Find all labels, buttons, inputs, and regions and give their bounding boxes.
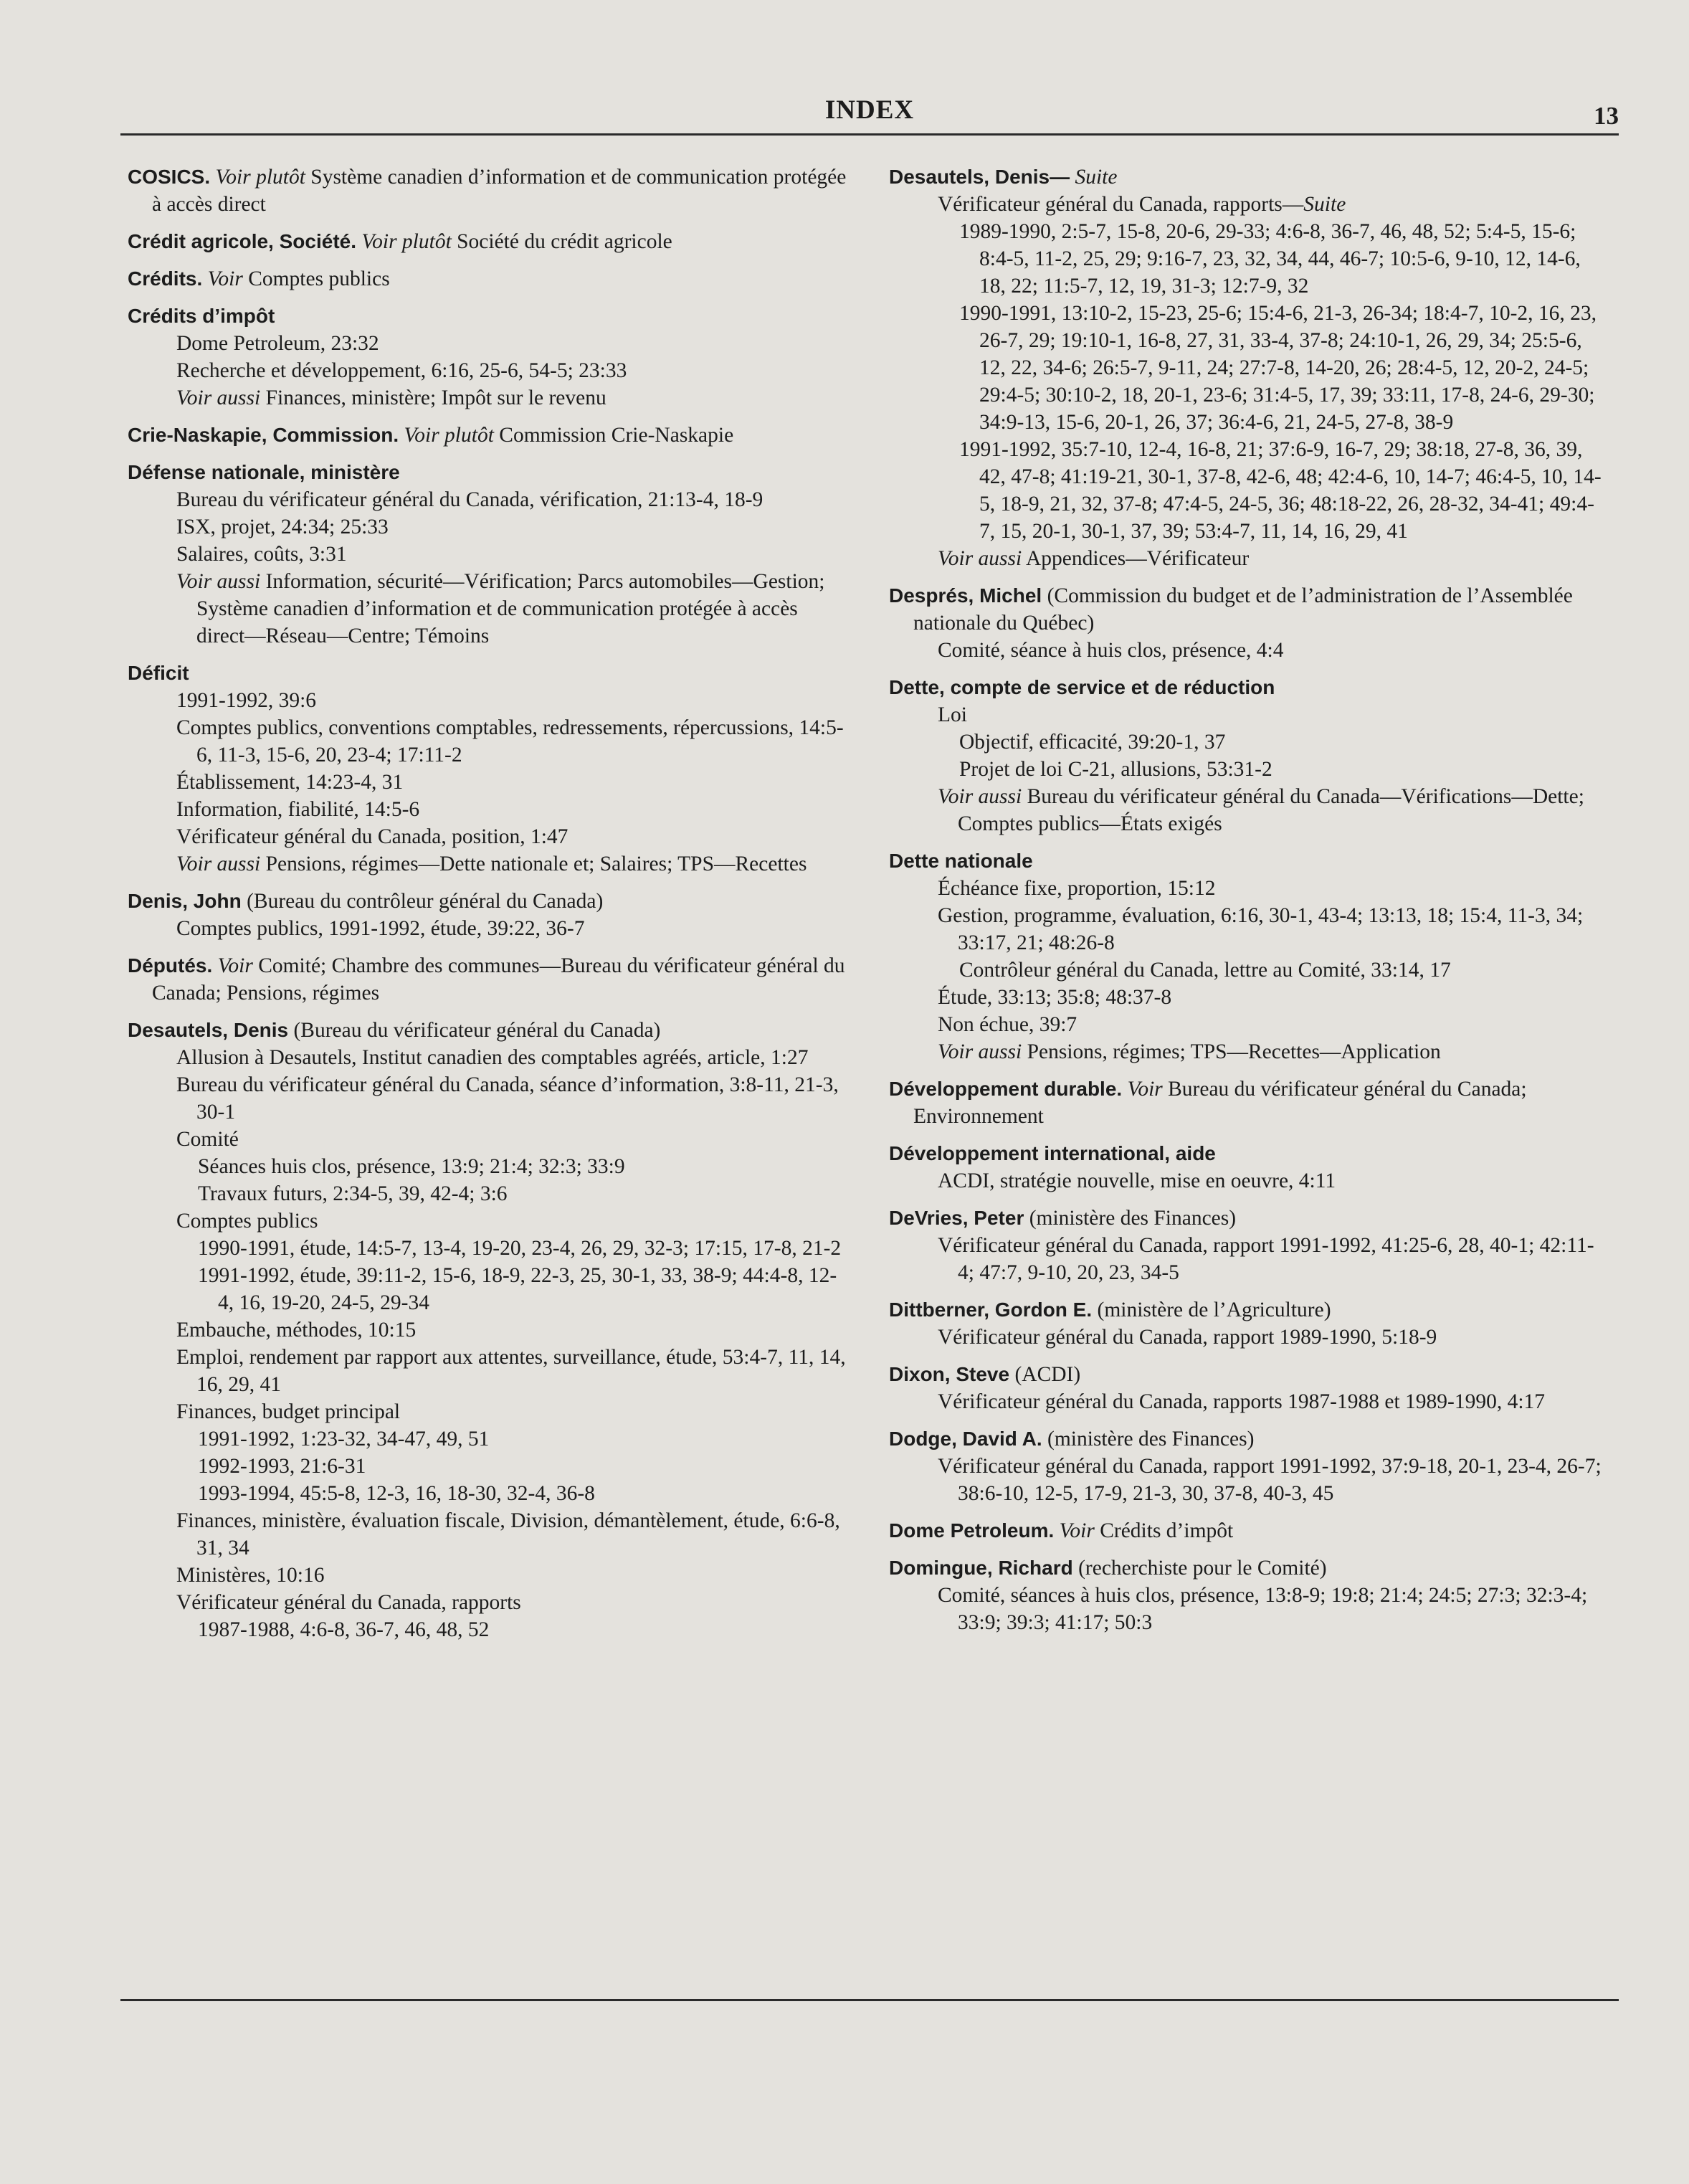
entry-headword: Dixon, Steve xyxy=(889,1363,1010,1385)
subentry xyxy=(913,1167,1609,1195)
subentry xyxy=(152,1589,848,1616)
continued-label: Suite xyxy=(1303,193,1346,216)
entry-detail: (Bureau du contrôleur général du Canada) xyxy=(247,890,604,913)
sub-subentry xyxy=(935,300,1609,436)
subentry-text: Établissement, 14:23-4, 31 xyxy=(176,771,404,794)
entry-detail: (ministère de l’Agriculture) xyxy=(1097,1298,1331,1321)
subentry-text: Pensions, régimes—Dette nationale et; Salaires; TPS—Recettes xyxy=(265,853,807,875)
sub-subentry xyxy=(935,728,1609,756)
entry-detail: (ministère des Finances) xyxy=(1029,1207,1237,1230)
entry-heading xyxy=(128,1017,848,1044)
index-entry xyxy=(889,1361,1609,1415)
subentry xyxy=(152,1044,848,1071)
entry-heading xyxy=(889,1205,1609,1232)
sub-subentry xyxy=(935,218,1609,300)
index-entry xyxy=(128,228,848,255)
subentry-text: 1993-1994, 45:5-8, 12-3, 16, 18-30, 32-4, 36-8 xyxy=(198,1482,595,1505)
subentry-text: Vérificateur général du Canada, rapport 1991-1992, 41:25-6, 28, 40-1; 42:11-4; 47:7, 9-10, 20, 23, 34-5 xyxy=(938,1234,1594,1284)
entry-headword: Denis, John xyxy=(128,890,242,912)
subentry-text: Comité, séance à huis clos, présence, 4:4 xyxy=(938,639,1284,662)
entry-headword: Déficit xyxy=(128,662,189,684)
index-entry xyxy=(128,163,848,218)
entry-headword: Dette nationale xyxy=(889,850,1033,872)
subentry-text: 1991-1992, 1:23-32, 34-47, 49, 51 xyxy=(198,1428,490,1451)
sub-subentry xyxy=(173,1453,848,1480)
subentry-text: ISX, projet, 24:34; 25:33 xyxy=(176,516,389,538)
sub-subentry xyxy=(935,956,1609,984)
subentry xyxy=(152,1344,848,1398)
subentry-text: Vérificateur général du Canada, rapport 1991-1992, 37:9-18, 20-1, 23-4, 26-7; 38:6-10, 12-5, 17-9, 21-3, 30, 37-8, 40-3, 45 xyxy=(938,1455,1602,1505)
footer-rule xyxy=(120,1999,1619,2001)
subentry xyxy=(152,357,848,384)
cross-reference-label: Voir xyxy=(1127,1078,1163,1101)
subentry-text: Finances, budget principal xyxy=(176,1400,401,1423)
subentry-text: Information, fiabilité, 14:5-6 xyxy=(176,798,420,821)
subentry xyxy=(152,384,848,412)
entry-heading xyxy=(128,422,848,449)
index-entry xyxy=(889,1076,1609,1130)
subentry xyxy=(152,541,848,568)
subentry-text: Information, sécurité—Vérification; Parcs automobiles—Gestion; Système canadien d’information et de communication protégée à accès direct—Réseau—Centre; Témoins xyxy=(196,570,825,647)
subentry-text: Appendices—Vérificateur xyxy=(1025,547,1250,570)
entry-headword: Després, Michel xyxy=(889,584,1042,607)
cross-reference-label: Voir xyxy=(1059,1519,1095,1542)
entry-heading xyxy=(889,1554,1609,1582)
index-entry xyxy=(128,459,848,650)
index-entry xyxy=(889,163,1609,572)
subentry xyxy=(913,875,1609,902)
subentry-text: Vérificateur général du Canada, rapports xyxy=(176,1591,521,1614)
subentry xyxy=(152,714,848,769)
subentry-text: 1987-1988, 4:6-8, 36-7, 46, 48, 52 xyxy=(198,1618,490,1641)
header-rule xyxy=(120,133,1619,136)
entry-heading xyxy=(889,1076,1609,1130)
subentry-text: Bureau du vérificateur général du Canada—Vérifications—Dette; Comptes publics—États exigés xyxy=(958,785,1584,835)
subentry-text: Vérificateur général du Canada, position, 1:47 xyxy=(176,825,568,848)
entry-detail: Comptes publics xyxy=(248,267,390,290)
entry-heading xyxy=(128,888,848,915)
subentry-text: Ministères, 10:16 xyxy=(176,1564,325,1587)
entry-heading xyxy=(889,848,1609,875)
sub-subentry xyxy=(173,1425,848,1453)
subentry xyxy=(913,902,1609,956)
index-column-right xyxy=(889,163,1609,1646)
entry-headword: Députés. xyxy=(128,954,213,977)
subentry xyxy=(913,1453,1609,1507)
index-entry xyxy=(128,265,848,293)
entry-detail: (ministère des Finances) xyxy=(1047,1428,1255,1451)
subentry xyxy=(152,687,848,714)
see-also-label: Voir aussi xyxy=(176,570,261,593)
entry-heading xyxy=(889,163,1609,191)
entry-heading xyxy=(128,952,848,1007)
cross-reference-label: Voir plutôt xyxy=(215,166,305,189)
cross-reference-label: Voir xyxy=(217,954,253,977)
subentry-text: Comité, séances à huis clos, présence, 13:8-9; 19:8; 21:4; 24:5; 27:3; 32:3-4; 33:9; 39:3; 41:17; 50:3 xyxy=(938,1584,1588,1634)
subentry xyxy=(913,1038,1609,1065)
index-entry xyxy=(889,1554,1609,1636)
subentry xyxy=(913,191,1609,218)
subentry-text: Allusion à Desautels, Institut canadien des comptables agréés, article, 1:27 xyxy=(176,1046,809,1069)
subentry xyxy=(913,984,1609,1011)
subentry-text: Échéance fixe, proportion, 15:12 xyxy=(938,877,1216,900)
entry-detail: (Bureau du vérificateur général du Canada) xyxy=(293,1019,661,1042)
index-entry xyxy=(889,1205,1609,1286)
subentry-text: Contrôleur général du Canada, lettre au Comité, 33:14, 17 xyxy=(959,959,1451,982)
see-also-label: Voir aussi xyxy=(938,1040,1022,1063)
subentry-text: 1990-1991, étude, 14:5-7, 13-4, 19-20, 23-4, 26, 29, 32-3; 17:15, 17-8, 21-2 xyxy=(198,1237,842,1260)
entry-heading xyxy=(128,228,848,255)
entry-heading xyxy=(889,1140,1609,1167)
sub-subentry xyxy=(173,1153,848,1180)
entry-detail: (Commission du budget et de l’administration de l’Assemblée nationale du Québec) xyxy=(913,584,1573,635)
subentry-text: Vérificateur général du Canada, rapport 1989-1990, 5:18-9 xyxy=(938,1326,1437,1349)
entry-heading xyxy=(889,1517,1609,1544)
sub-subentry xyxy=(173,1480,848,1507)
index-entry xyxy=(889,1425,1609,1507)
index-entry xyxy=(128,1017,848,1643)
entry-detail: Société du crédit agricole xyxy=(457,230,672,253)
index-entry xyxy=(889,1140,1609,1195)
entry-headword: Desautels, Denis xyxy=(128,1019,289,1041)
see-also-label: Voir aussi xyxy=(176,853,261,875)
subentry-text: Comptes publics, conventions comptables, redressements, répercussions, 14:5-6, 11-3, 15-6, 20, 23-4; 17:11-2 xyxy=(176,716,844,766)
entry-heading xyxy=(889,674,1609,701)
subentry xyxy=(913,1232,1609,1286)
index-column-left xyxy=(128,163,848,1653)
index-entry xyxy=(128,422,848,449)
entry-detail: (recherchiste pour le Comité) xyxy=(1078,1557,1327,1580)
subentry-text: 1989-1990, 2:5-7, 15-8, 20-6, 29-33; 4:6-8, 36-7, 46, 48, 52; 5:4-5, 15-6; 8:4-5, 11-2, 25, 29; 9:16-7, 23, 32, 34, 44, 46-7; 10:5-6, 9-10, 12, 14-6, 18, 22; 11:5-7, 12, 19, 31-3; 12:7-9, 32 xyxy=(959,220,1581,298)
entry-detail: Comité; Chambre des communes—Bureau du vérificateur général du Canada; Pensions, régimes xyxy=(152,954,845,1005)
subentry-text: 1991-1992, 39:6 xyxy=(176,689,317,712)
subentry xyxy=(152,1562,848,1589)
subentry xyxy=(913,1388,1609,1415)
sub-subentry xyxy=(173,1616,848,1643)
subentry-text: Pensions, régimes; TPS—Recettes—Application xyxy=(1027,1040,1441,1063)
index-entry xyxy=(128,888,848,942)
subentry xyxy=(913,701,1609,728)
subentry xyxy=(913,637,1609,664)
subentry-text: Étude, 33:13; 35:8; 48:37-8 xyxy=(938,986,1172,1009)
entry-detail: Commission Crie-Naskapie xyxy=(499,424,734,447)
sub-subentry xyxy=(173,1262,848,1316)
subentry-text: Vérificateur général du Canada, rapports— xyxy=(938,193,1304,216)
entry-headword: Dittberner, Gordon E. xyxy=(889,1298,1093,1321)
subentry-text: Comptes publics, 1991-1992, étude, 39:22, 36-7 xyxy=(176,917,585,940)
entry-heading xyxy=(128,303,848,330)
subentry-text: 1991-1992, étude, 39:11-2, 15-6, 18-9, 22-3, 25, 30-1, 33, 38-9; 44:4-8, 12-4, 16, 19-20, 24-5, 29-34 xyxy=(198,1264,837,1314)
subentry xyxy=(913,1582,1609,1636)
entry-headword: DeVries, Peter xyxy=(889,1207,1024,1229)
subentry xyxy=(152,1507,848,1562)
subentry xyxy=(913,1011,1609,1038)
subentry-text: Objectif, efficacité, 39:20-1, 37 xyxy=(959,731,1226,754)
entry-heading xyxy=(889,1296,1609,1324)
sub-subentry xyxy=(173,1180,848,1207)
subentry-text: Non échue, 39:7 xyxy=(938,1013,1077,1036)
subentry xyxy=(152,1316,848,1344)
subentry-text: Emploi, rendement par rapport aux attentes, surveillance, étude, 53:4-7, 11, 14, 16, 29, 41 xyxy=(176,1346,846,1396)
subentry-text: 1990-1991, 13:10-2, 15-23, 25-6; 15:4-6, 21-3, 26-34; 18:4-7, 10-2, 16, 23, 26-7, 29; 19:10-1, 16-8, 27, 31, 33-4, 37-8; 24:10-1, 26, 29, 34; 25:5-6, 12, 22, 34-6; 26:5-7, 9-11, 24; 27:7-8, 14-20, 26; 28:4-5, 12, 20-2, 24-5; 29:4-5; 30:10-2, 18, 20-1, 23-6; 31:4-5, 17, 39; 33:11, 17-8, 24-6, 29-30; 34:9-13, 15-6, 20-1, 26, 37; 36:4-6, 21, 24-5, 27-8, 38-9 xyxy=(959,302,1597,434)
entry-headword: Développement durable. xyxy=(889,1078,1123,1100)
cross-reference-label: Suite xyxy=(1075,166,1118,189)
subentry-text: Séances huis clos, présence, 13:9; 21:4; 32:3; 33:9 xyxy=(198,1155,625,1178)
page-title: INDEX xyxy=(824,95,915,125)
subentry xyxy=(152,769,848,796)
subentry xyxy=(152,1398,848,1425)
subentry-text: Vérificateur général du Canada, rapports 1987-1988 et 1989-1990, 4:17 xyxy=(938,1390,1546,1413)
subentry-text: Comité xyxy=(176,1128,239,1151)
subentry-text: Travaux futurs, 2:34-5, 39, 42-4; 3:6 xyxy=(198,1182,508,1205)
entry-heading xyxy=(889,1361,1609,1388)
entry-heading xyxy=(128,459,848,486)
index-entry xyxy=(128,303,848,412)
subentry-text: Recherche et développement, 6:16, 25-6, 54-5; 23:33 xyxy=(176,359,627,382)
entry-headword: Dette, compte de service et de réduction xyxy=(889,676,1275,698)
subentry xyxy=(152,486,848,513)
subentry xyxy=(152,513,848,541)
index-entry xyxy=(889,674,1609,837)
subentry xyxy=(913,783,1609,837)
subentry-text: Gestion, programme, évaluation, 6:16, 30-1, 43-4; 13:13, 18; 15:4, 11-3, 34; 33:17, 21; 48:26-8 xyxy=(938,904,1584,954)
entry-heading xyxy=(889,582,1609,637)
entry-heading xyxy=(128,265,848,293)
sub-subentry xyxy=(935,756,1609,783)
sub-subentry xyxy=(173,1235,848,1262)
subentry-text: Dome Petroleum, 23:32 xyxy=(176,332,379,355)
index-entry xyxy=(889,848,1609,1065)
entry-headword: Domingue, Richard xyxy=(889,1557,1073,1579)
sub-subentry xyxy=(935,436,1609,545)
cross-reference-label: Voir xyxy=(207,267,243,290)
index-entry xyxy=(889,1296,1609,1351)
index-entry xyxy=(128,660,848,878)
subentry xyxy=(152,850,848,878)
subentry xyxy=(152,1207,848,1235)
subentry-text: 1992-1993, 21:6-31 xyxy=(198,1455,366,1478)
subentry-text: Loi xyxy=(938,703,967,726)
see-also-label: Voir aussi xyxy=(938,547,1022,570)
entry-detail: Crédits d’impôt xyxy=(1100,1519,1234,1542)
subentry-text: Finances, ministère; Impôt sur le revenu xyxy=(265,386,606,409)
cross-reference-label: Voir plutôt xyxy=(404,424,494,447)
entry-headword: Crédits d’impôt xyxy=(128,305,275,327)
index-entry xyxy=(889,582,1609,664)
entry-detail: (ACDI) xyxy=(1014,1363,1081,1386)
subentry-text: Bureau du vérificateur général du Canada, vérification, 21:13-4, 18-9 xyxy=(176,488,763,511)
subentry xyxy=(152,1071,848,1126)
subentry-text: Comptes publics xyxy=(176,1210,318,1233)
entry-headword: Développement international, aide xyxy=(889,1142,1216,1164)
subentry xyxy=(913,1324,1609,1351)
entry-headword: Desautels, Denis— xyxy=(889,166,1070,188)
subentry-text: Projet de loi C-21, allusions, 53:31-2 xyxy=(959,758,1272,781)
subentry xyxy=(152,568,848,650)
entry-headword: Défense nationale, ministère xyxy=(128,461,400,483)
entry-heading xyxy=(128,660,848,687)
subentry-text: ACDI, stratégie nouvelle, mise en oeuvre, 4:11 xyxy=(938,1169,1336,1192)
entry-detail: Système canadien d’information et de communication protégée à accès direct xyxy=(152,166,847,216)
subentry-text: Bureau du vérificateur général du Canada, séance d’information, 3:8-11, 21-3, 30-1 xyxy=(176,1073,839,1124)
see-also-label: Voir aussi xyxy=(938,785,1022,808)
subentry xyxy=(152,823,848,850)
subentry-text: 1991-1992, 35:7-10, 12-4, 16-8, 21; 37:6-9, 16-7, 29; 38:18, 27-8, 36, 39, 42, 47-8; 41:19-21, 30-1, 37-8, 42-6, 48; 42:4-6, 10, 14-7; 46:4-5, 10, 14-5, 18-9, 21, 32, 37-8; 47:4-5, 24-5, 36; 48:18-22, 26, 28-32, 34-41; 49:4-7, 15, 20-1, 30-1, 37, 39; 53:4-7, 11, 14, 16, 29, 41 xyxy=(959,438,1602,543)
subentry xyxy=(152,915,848,942)
entry-headword: Crie-Naskapie, Commission. xyxy=(128,424,399,446)
entry-heading xyxy=(128,163,848,218)
entry-headword: Dome Petroleum. xyxy=(889,1519,1055,1542)
subentry-text: Finances, ministère, évaluation fiscale, Division, démantèlement, étude, 6:6-8, 31, 34 xyxy=(176,1509,840,1559)
entry-headword: Crédits. xyxy=(128,267,203,290)
subentry xyxy=(152,330,848,357)
subentry xyxy=(152,1126,848,1153)
subentry-text: Salaires, coûts, 3:31 xyxy=(176,543,347,566)
page-header xyxy=(120,87,1619,132)
subentry xyxy=(913,545,1609,572)
entry-heading xyxy=(889,1425,1609,1453)
index-entry xyxy=(128,952,848,1007)
page-number: 13 xyxy=(1594,102,1619,130)
entry-headword: COSICS. xyxy=(128,166,211,188)
cross-reference-label: Voir plutôt xyxy=(361,230,452,253)
subentry-text: Embauche, méthodes, 10:15 xyxy=(176,1319,417,1342)
entry-headword: Dodge, David A. xyxy=(889,1428,1042,1450)
entry-headword: Crédit agricole, Société. xyxy=(128,230,356,252)
subentry xyxy=(152,796,848,823)
see-also-label: Voir aussi xyxy=(176,386,261,409)
index-entry xyxy=(889,1517,1609,1544)
entry-detail: Bureau du vérificateur général du Canada; Environnement xyxy=(913,1078,1527,1128)
